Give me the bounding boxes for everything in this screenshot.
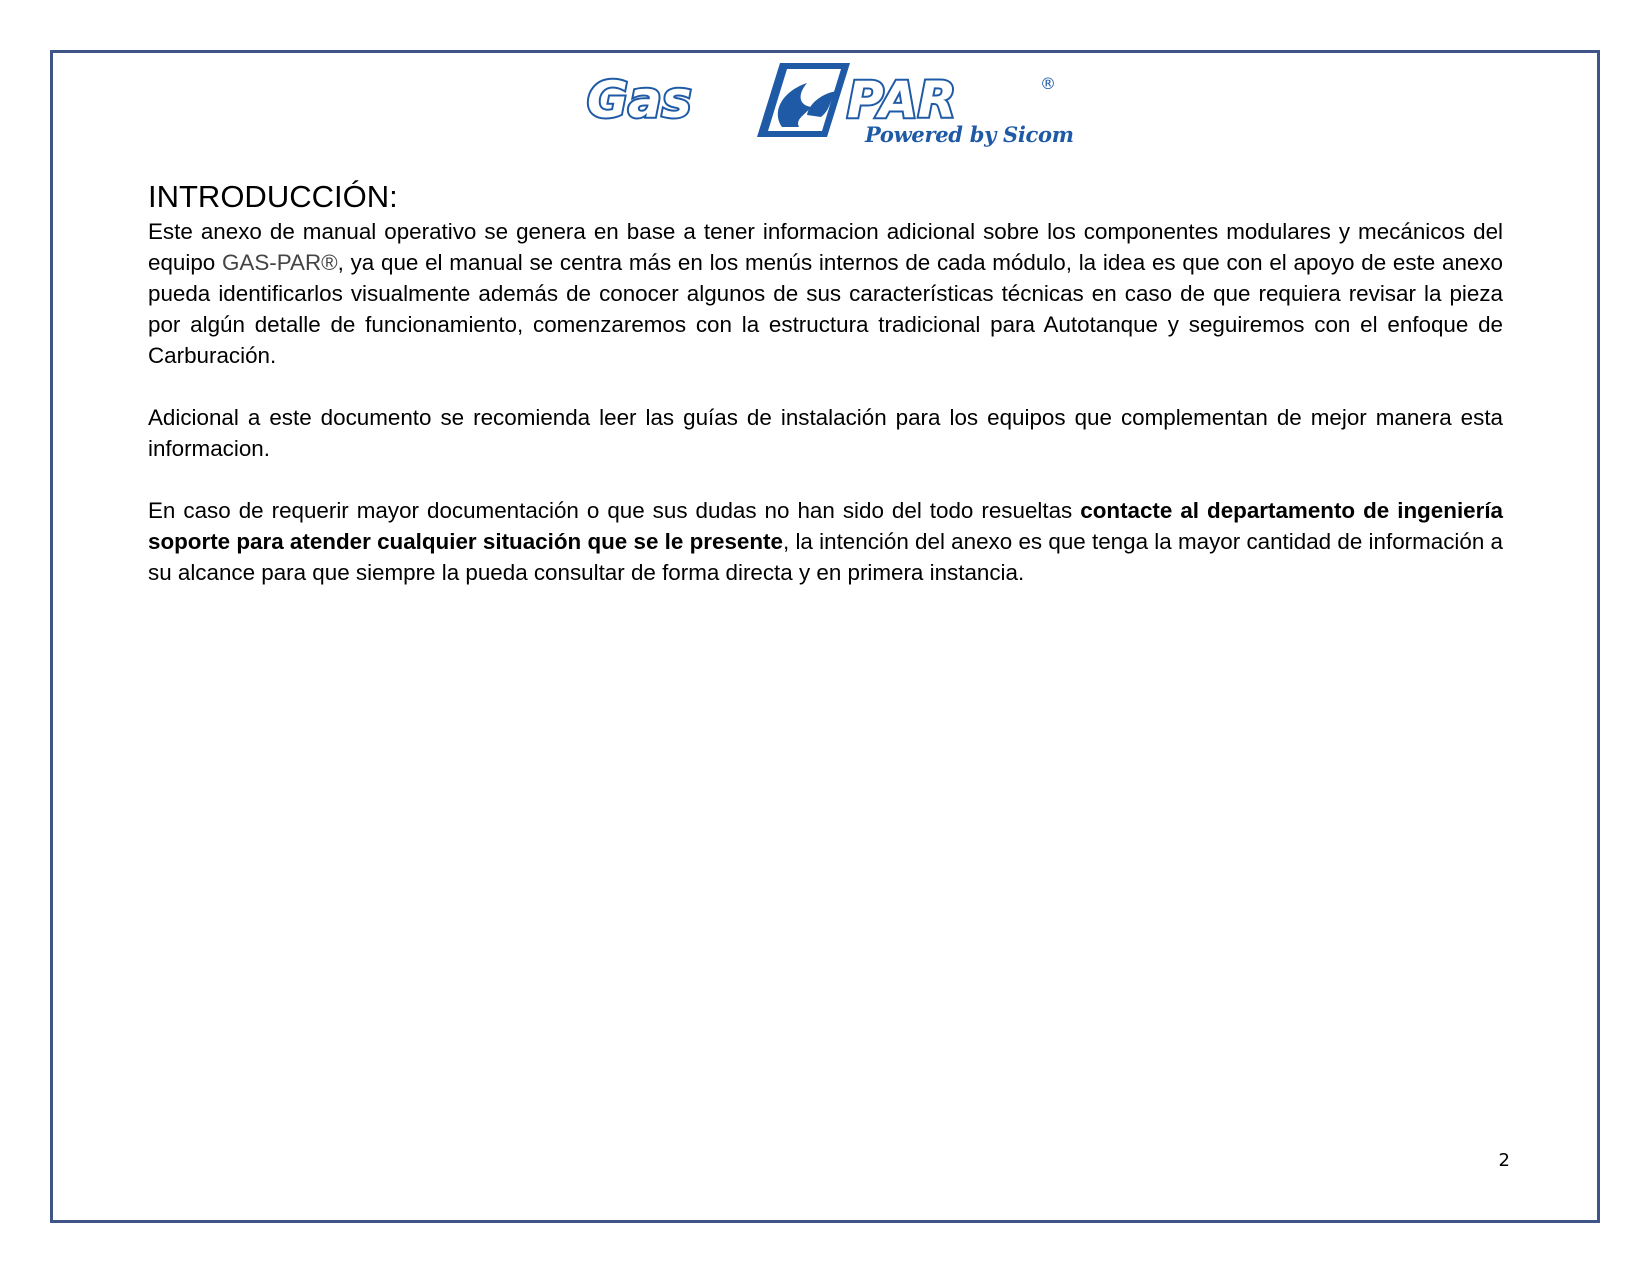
intro-paragraph-3 bbox=[148, 495, 1503, 588]
p1-text-a: Este anexo de manual operativo se genera en base a tener informacion adicional sobre los componentes modulares y mecánicos del equipo bbox=[148, 219, 1503, 275]
registered-mark: ® bbox=[1040, 74, 1056, 93]
logo-tagline: Powered by Sicom bbox=[865, 122, 1074, 147]
p3-text-b: , la intención del anexo es que tenga la mayor cantidad de información a su alcance para que siempre la pueda consultar de forma directa y en primera instancia. bbox=[148, 529, 1504, 585]
flame-emblem-icon bbox=[757, 63, 850, 137]
p3-text-a: En caso de requerir mayor documentación o que sus dudas no han sido del todo resueltas bbox=[148, 498, 1081, 523]
intro-heading: INTRODUCCIÓN: bbox=[148, 179, 398, 214]
p1-text-b: , ya que el manual se centra más en los menús internos de cada módulo, la idea es que con el apoyo de este anexo pueda identificarlos visualmente además de conocer algunos de sus características técnicas en caso de que requiera revisar la pieza por algún detalle de funcionamiento, comenzaremos con la estructura tradicional para Autotanque y seguiremos con el enfoque de Carburación. bbox=[148, 250, 1503, 368]
intro-section bbox=[148, 178, 1503, 588]
logo-wordmark-par: PAR bbox=[847, 71, 957, 129]
p3-bold-contact: contacte al departamento de ingeniería soporte para atender cualquier situación que se le presente bbox=[148, 498, 1503, 554]
logo-wordmark-gas: Gas bbox=[587, 71, 692, 129]
p1-brand-name: GAS-PAR® bbox=[222, 250, 338, 275]
page-number: 2 bbox=[1498, 1150, 1510, 1171]
intro-paragraph-2: Adicional a este documento se recomienda leer las guías de instalación para los equipos que complementan de mejor manera esta informacion. bbox=[148, 405, 1503, 461]
intro-paragraph-1 bbox=[148, 216, 1503, 371]
